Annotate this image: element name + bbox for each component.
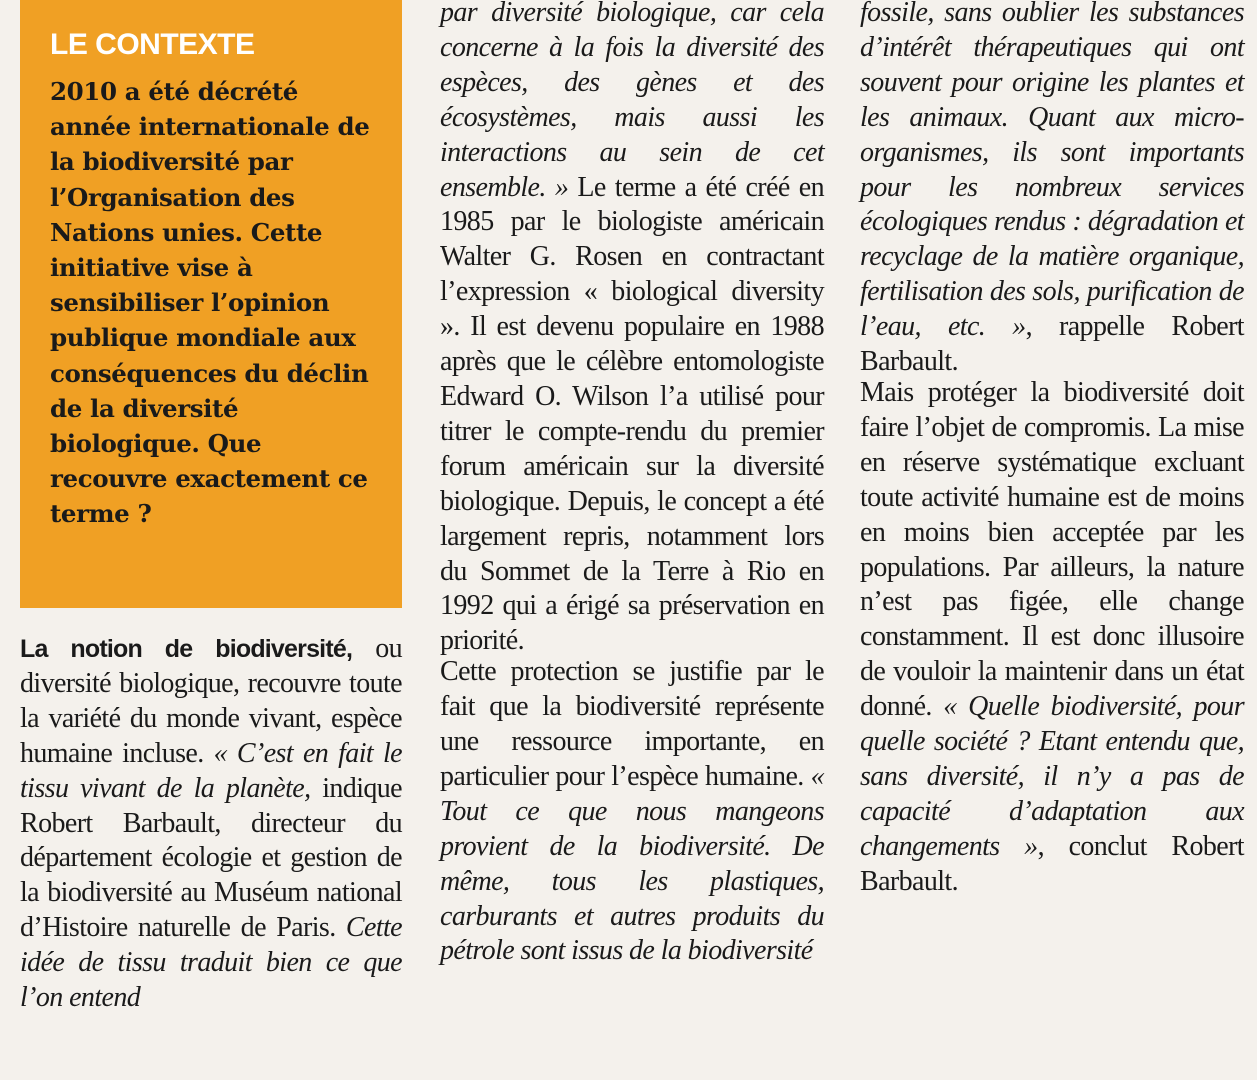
- p2-b-col2: « Tout ce que nous mangeons provient de la biodiversité. De même, tous les plastiques, carburants et autres produits du pétrole sont issus de la biodiversité: [440, 760, 824, 967]
- column-2: [440, 0, 824, 969]
- article-paragraph-2-cont: [860, 0, 1244, 380]
- context-heading: LE CONTEXTE: [50, 28, 255, 61]
- article-paragraph-1-start: [20, 632, 402, 1016]
- p1-b: « C’est en fait le tissu vivant de la planète,: [20, 737, 402, 804]
- context-box: [20, 0, 402, 608]
- article-paragraph-2: [440, 655, 824, 969]
- column-1: [20, 0, 402, 1016]
- p2-c: , rappelle Robert Barbault.: [860, 311, 1244, 378]
- p3-b: « Quelle biodiversité, pour quelle société ? Etant entendu que, sans diversité, il n’y a pas de capacité d’adaptation aux changements »: [860, 691, 1244, 862]
- p1-c: indique Robert Barbault, directeur du département écologie et gestion de la biodiversité au Muséum national d’Histoire naturelle de Paris.: [20, 772, 403, 944]
- p2-a: Cette protection se justifie par le fait que la biodiversité représente une ressource importante, en particulier pour l’espèce humaine.: [440, 656, 824, 792]
- context-text: 2010 a été décrété année internationale de la biodiversité par l’Organisation des Nations unies. Cette initiative vise à sensibiliser l’opinion publique mondiale aux conséquences du déclin de la diversité biologique. Que recouvre exactement ce terme ?: [50, 77, 370, 529]
- p3-a: Mais protéger la biodiversité doit faire l’objet de compromis. La mise en réserve systématique excluant toute activité humaine est de moins en moins bien acceptée par les populations. Par ailleurs, la nature n’est pas figée, elle change constamment. Il est donc illusoire de vouloir la maintenir dans un état donné.: [860, 376, 1244, 723]
- article-paragraph-1-cont: [440, 0, 824, 659]
- p1-d-col1: Cette idée de tissu traduit bien ce que l’on entend: [20, 912, 402, 1014]
- p3-c: , conclut Robert Barbault.: [860, 830, 1244, 897]
- article-paragraph-3: [860, 376, 1244, 900]
- column-3: [860, 0, 1244, 900]
- article-lead: La notion de biodiversité,: [20, 635, 353, 663]
- p1-e: Le terme a été créé en 1985 par le biologiste américain Walter G. Rosen en contractant l’expression « biological diversity ». Il est devenu populaire en 1988 après que le célèbre entomologiste Edward O. Wilson l’a utilisé pour titrer le compte-rendu du premier forum américain sur la diversité biologique. Depuis, le concept a été largement repris, notamment lors du Sommet de la Terre à Rio en 1992 qui a érigé sa préservation en priorité.: [440, 171, 824, 657]
- p1-d-col2: par diversité biologique, car cela concerne à la fois la diversité des espèces, des gènes et des écosystèmes, mais aussi les interactions au sein de cet ensemble. »: [440, 0, 824, 203]
- p2-b-col3: fossile, sans oublier les substances d’intérêt thérapeutiques qui ont souvent pour origine les plantes et les animaux. Quant aux micro-organismes, ils sont importants pour les nombreux services écologiques rendus : dégradation et recyclage de la matière organique, fertilisation des sols, purification de l’eau, etc. »: [860, 0, 1244, 343]
- p1-a: ou diversité biologique, recouvre toute la variété du monde vivant, espèce humaine incluse.: [20, 633, 403, 769]
